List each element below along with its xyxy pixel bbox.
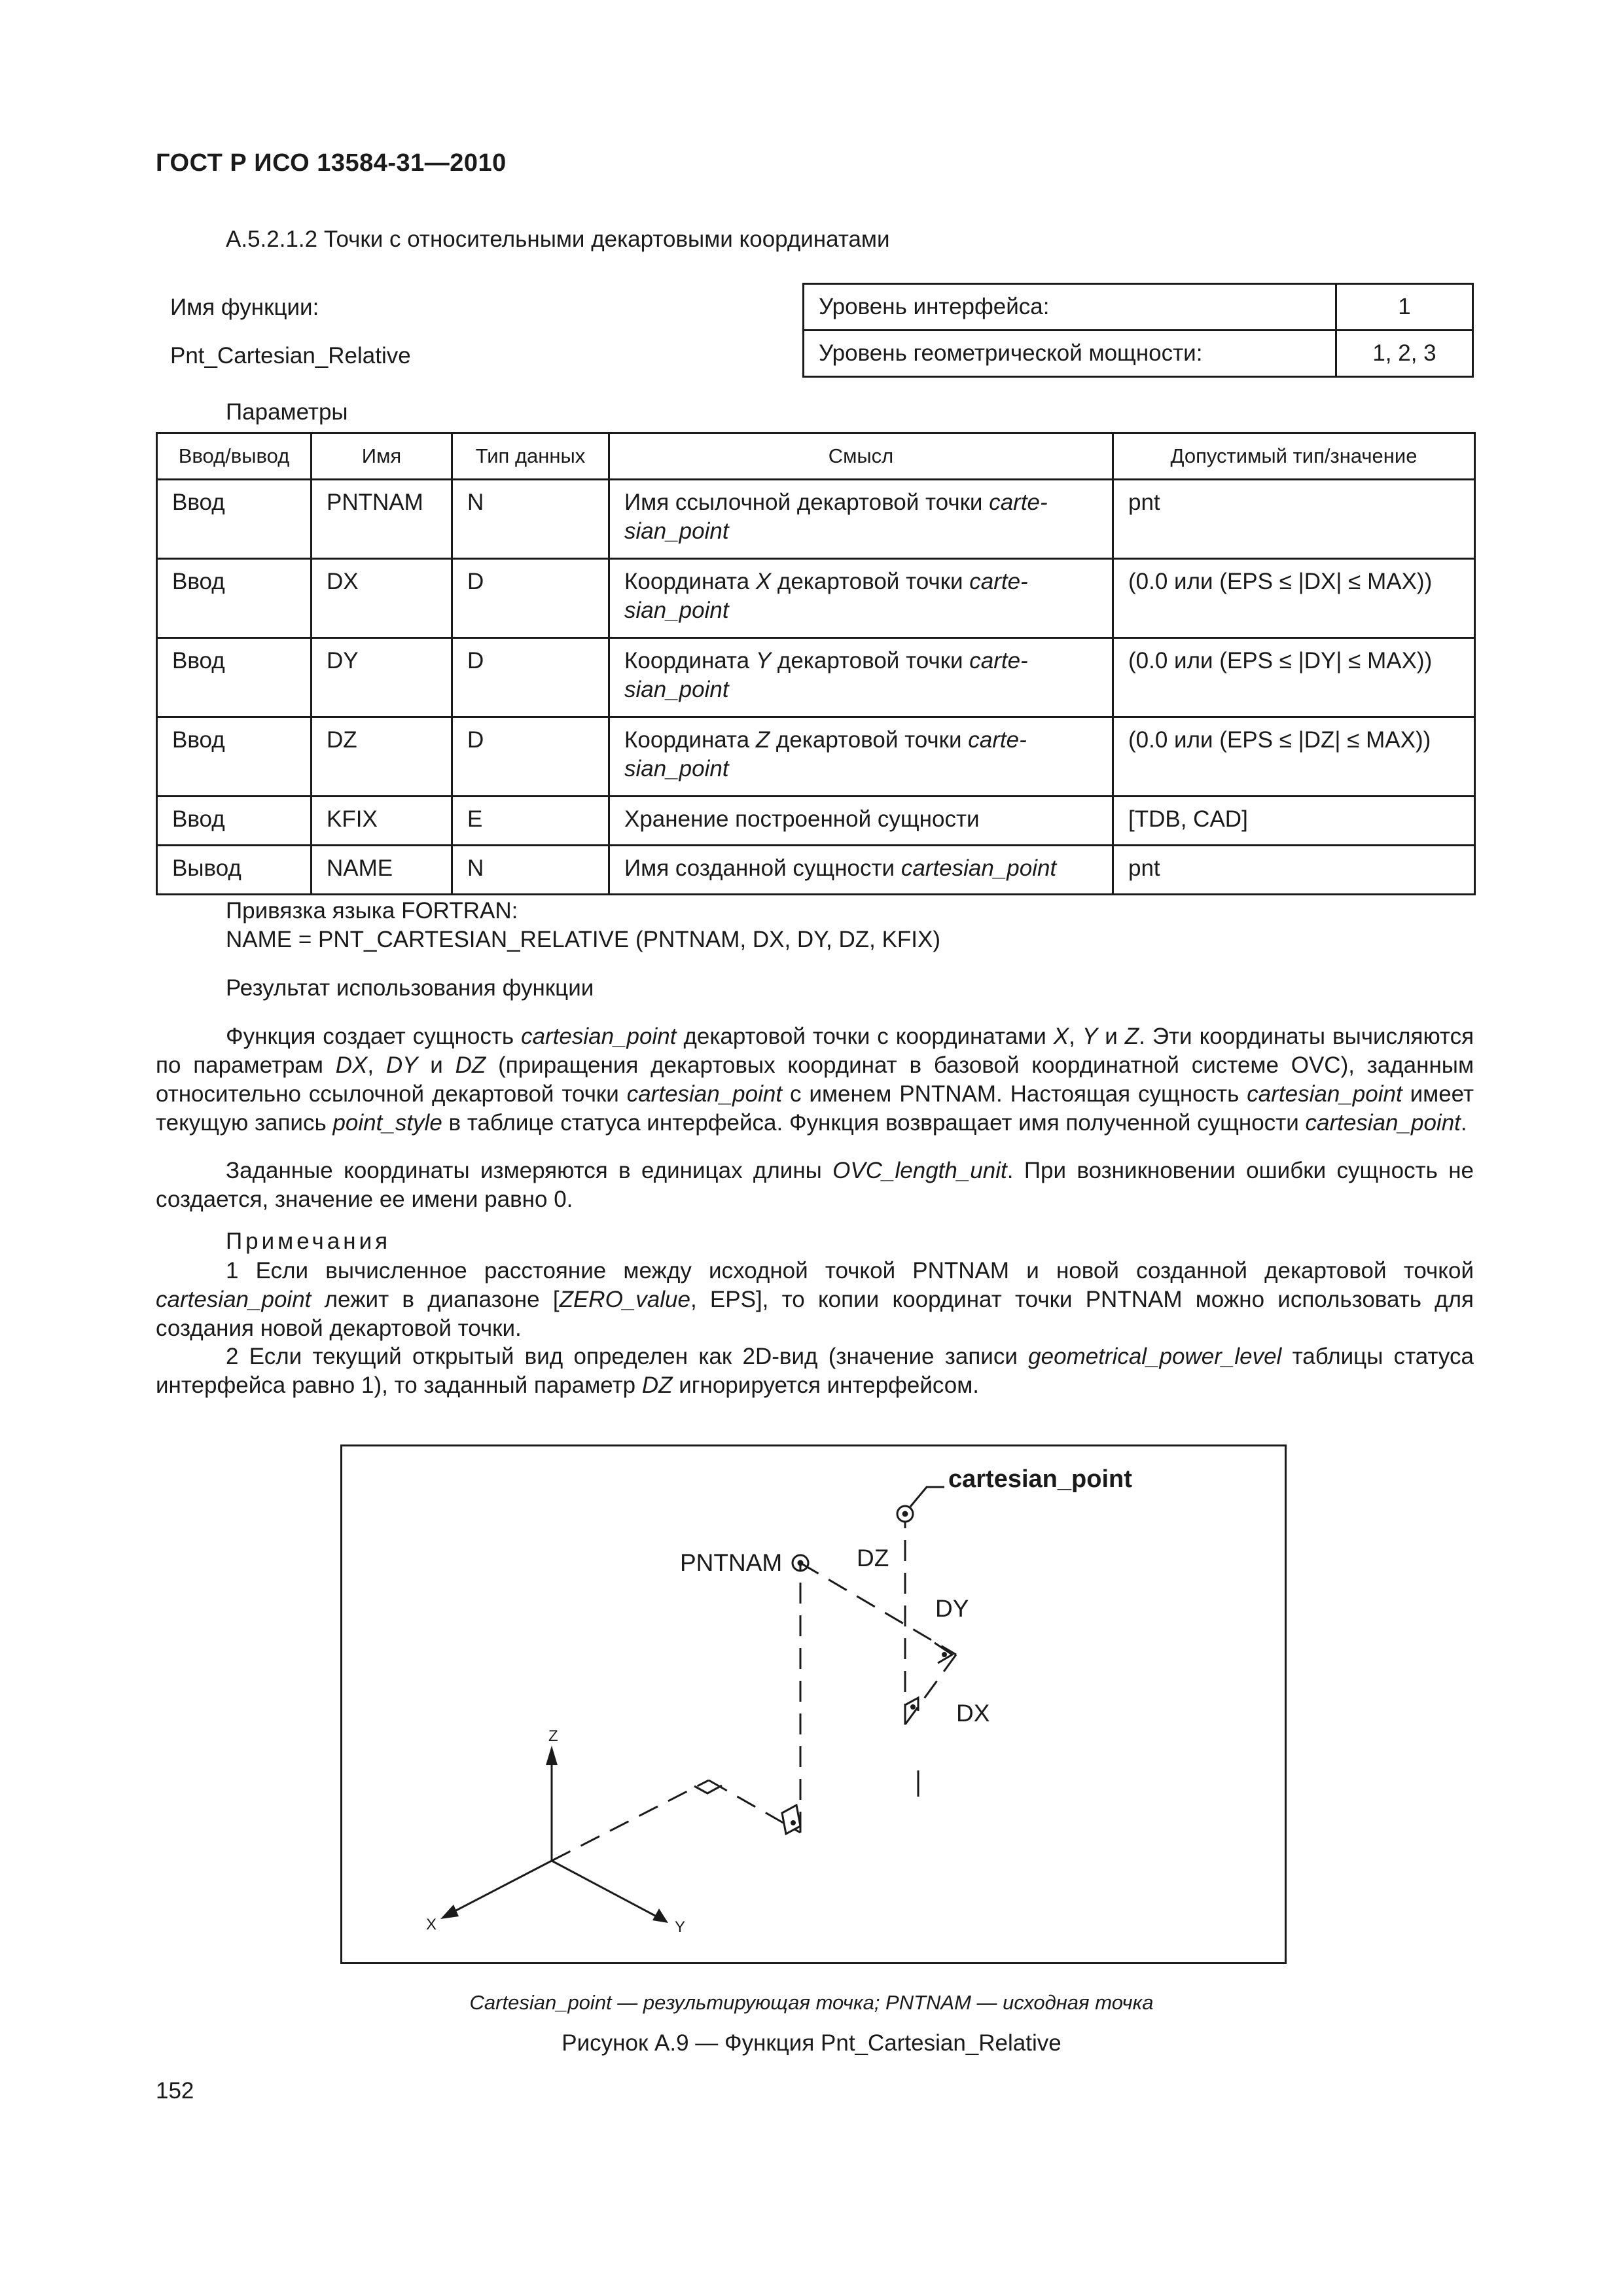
function-name-label: Имя функции: (170, 295, 319, 320)
cell-io: Ввод (157, 638, 312, 717)
cell-name: KFIX (312, 797, 452, 846)
meaning-italic: carte-sian_point (624, 727, 1027, 781)
term: point_style (332, 1110, 442, 1136)
description-paragraph-2 (156, 1157, 1474, 1214)
cell-allowed: [TDB, CAD] (1113, 797, 1475, 846)
cell-type: N (452, 480, 609, 559)
meaning-var: X (755, 569, 772, 594)
column-header: Имя (312, 433, 452, 480)
leader-line (910, 1487, 944, 1507)
y-axis (552, 1861, 656, 1916)
page-number: 152 (156, 2078, 194, 2104)
cell-io: Ввод (157, 480, 312, 559)
cell-type: D (452, 559, 609, 638)
text: декартовой точки с координатами (676, 1024, 1054, 1049)
cell-allowed: pnt (1113, 846, 1475, 895)
text: , (1069, 1024, 1082, 1049)
cell-name: PNTNAM (312, 480, 452, 559)
dx-label: DX (956, 1700, 990, 1727)
meaning-italic: carte-sian_point (624, 490, 1048, 544)
figure-caption: Рисунок А.9 — Функция Pnt_Cartesian_Relative (562, 2030, 1061, 2056)
text: . (1460, 1110, 1467, 1136)
coordinate-axes (440, 1746, 668, 1923)
column-header: Ввод/вывод (157, 433, 312, 480)
note-2 (156, 1342, 1474, 1400)
term: DY (385, 1052, 418, 1078)
angle-mark (782, 1805, 800, 1834)
text: имеет текущую запись (156, 1081, 1474, 1136)
dy-label: DY (935, 1595, 969, 1622)
term: cartesian_point (521, 1024, 677, 1049)
notes-heading: Примечания (226, 1229, 391, 1254)
text: и (418, 1052, 455, 1078)
pntnam-label: PNTNAM (680, 1549, 783, 1576)
dashed-line (709, 1780, 800, 1833)
cell-type: E (452, 797, 609, 846)
geometric-power-label: Уровень геометрической мощности: (804, 331, 1336, 377)
text: в таблице статуса интерфейса. Функция возвращает имя полученной сущности (442, 1110, 1306, 1136)
text: . Эти координаты вычисляются по параметрам (156, 1024, 1474, 1078)
table-row (157, 797, 1475, 846)
text: игнорируется интерфейсом. (672, 1372, 980, 1398)
term: DZ (455, 1052, 486, 1078)
table-row (157, 559, 1475, 638)
text: 1 Если вычисленное расстояние между исходной точкой PNTNAM и новой созданной декартовой точкой (226, 1258, 1474, 1283)
text: 2 Если текущий открытый вид определен как 2D-вид (значение записи (226, 1344, 1029, 1369)
meaning-text: Имя ссылочной декартовой точки (624, 490, 990, 515)
term: DX (335, 1052, 368, 1078)
column-header: Допустимый тип/значение (1113, 433, 1475, 480)
cell-allowed: (0.0 или (EPS ≤ |DX| ≤ MAX)) (1113, 559, 1475, 638)
text: Заданные координаты измеряются в единицах длины (226, 1158, 833, 1183)
cell-allowed: (0.0 или (EPS ≤ |DY| ≤ MAX)) (1113, 638, 1475, 717)
table-row (157, 480, 1475, 559)
parameters-table (156, 432, 1476, 895)
term: cartesian_point (1247, 1081, 1402, 1107)
text: с именем PNTNAM. Настоящая сущность (782, 1081, 1247, 1107)
text: лежит в диапазоне [ (311, 1287, 560, 1312)
term: cartesian_point (156, 1287, 312, 1312)
dashed-line (552, 1780, 709, 1861)
meaning-var: Y (755, 648, 772, 673)
term: Y (1082, 1024, 1098, 1049)
term: geometrical_power_level (1028, 1344, 1282, 1369)
description-paragraph-1 (156, 1022, 1474, 1138)
cell-name: DY (312, 638, 452, 717)
result-label: Результат использования функции (226, 975, 594, 1001)
table-row (157, 846, 1475, 895)
cell-io: Вывод (157, 846, 312, 895)
text: , (367, 1052, 386, 1078)
x-axis-arrowhead (440, 1905, 459, 1919)
text: и (1097, 1024, 1125, 1049)
term: cartesian_point (626, 1081, 783, 1107)
meaning-text: Координата (624, 648, 756, 673)
cartesian-point-icon (897, 1487, 944, 1522)
meaning-var: Z (755, 727, 770, 753)
text: . При возникновении ошибки сущность не создается, значение ее имени равно 0. (156, 1158, 1474, 1212)
meaning-italic: carte-sian_point (624, 569, 1028, 623)
cell-allowed: (0.0 или (EPS ≤ |DZ| ≤ MAX)) (1113, 717, 1475, 797)
meaning-italic: cartesian_point (901, 855, 1057, 881)
cell-type: D (452, 638, 609, 717)
interface-level-value: 1 (1336, 284, 1473, 331)
column-header: Тип данных (452, 433, 609, 480)
meaning-text: декартовой точки (770, 727, 969, 753)
meaning-text: Координата (624, 727, 756, 753)
interface-level-table (802, 283, 1474, 378)
figure-frame (340, 1444, 1287, 1964)
cell-name: DX (312, 559, 452, 638)
cell-type: N (452, 846, 609, 895)
axis-x-label: X (426, 1916, 437, 1933)
dz-label: DZ (857, 1545, 889, 1571)
figure-legend: Cartesian_point — результирующая точка; PNTNAM — исходная точка (469, 1991, 1154, 2014)
document-header: ГОСТ Р ИСО 13584-31—2010 (156, 149, 507, 177)
column-header: Смысл (609, 433, 1113, 480)
table-row (804, 331, 1473, 377)
meaning-text: декартовой точки (771, 648, 970, 673)
term: DZ (641, 1372, 673, 1398)
cell-meaning (609, 638, 1113, 717)
table-header-row (157, 433, 1475, 480)
term: cartesian_point (1305, 1110, 1461, 1136)
meaning-italic: carte-sian_point (624, 648, 1028, 702)
meaning-text: Хранение построенной сущности (624, 806, 980, 832)
binding-code: NAME = PNT_CARTESIAN_RELATIVE (PNTNAM, DX, DY, DZ, KFIX) (226, 927, 941, 952)
term: Z (1124, 1024, 1139, 1049)
function-name-value: Pnt_Cartesian_Relative (170, 343, 411, 368)
binding-label: Привязка языка FORTRAN: (226, 898, 518, 924)
section-title: А.5.2.1.2 Точки с относительными декартовыми координатами (226, 226, 890, 252)
table-row (804, 284, 1473, 331)
text: Функция создает сущность (226, 1024, 522, 1049)
meaning-text: декартовой точки (771, 569, 970, 594)
right-angle-markers (694, 1643, 952, 1834)
cell-allowed: pnt (1113, 480, 1475, 559)
cell-meaning (609, 797, 1113, 846)
axis-y-label: Y (675, 1918, 686, 1936)
cartesian-point-label: cartesian_point (948, 1465, 1132, 1493)
axis-z-label: Z (548, 1727, 558, 1745)
z-axis-arrowhead (546, 1746, 558, 1765)
table-row (157, 717, 1475, 797)
cell-meaning (609, 480, 1113, 559)
angle-mark (694, 1785, 722, 1793)
table-row (157, 638, 1475, 717)
cell-type: D (452, 717, 609, 797)
x-axis (452, 1861, 552, 1912)
cell-name: NAME (312, 846, 452, 895)
geometric-power-value: 1, 2, 3 (1336, 331, 1473, 377)
cell-name: DZ (312, 717, 452, 797)
cell-io: Ввод (157, 797, 312, 846)
dashed-line (800, 1563, 956, 1655)
meaning-text: Координата (624, 569, 756, 594)
term: OVC_length_unit (832, 1158, 1007, 1183)
term: X (1053, 1024, 1069, 1049)
text: таблицы статуса интерфейса равно 1), то заданный параметр (156, 1344, 1474, 1398)
figure-diagram (342, 1446, 1285, 1962)
term: ZERO_value (559, 1287, 690, 1312)
dashed-line (905, 1655, 956, 1725)
meaning-text: Имя созданной сущности (624, 855, 901, 881)
interface-level-label: Уровень интерфейса: (804, 284, 1336, 331)
text: (приращения декартовых координат в базовой координатной системе OVC), заданным относительно ссылочной декартовой точки (156, 1052, 1474, 1107)
cell-meaning (609, 717, 1113, 797)
text: , EPS], то копии координат точки PNTNAM можно использовать для создания новой декартовой точки. (156, 1287, 1474, 1341)
note-1 (156, 1257, 1474, 1343)
cell-meaning (609, 846, 1113, 895)
cell-io: Ввод (157, 717, 312, 797)
parameters-label: Параметры (226, 399, 348, 425)
cell-io: Ввод (157, 559, 312, 638)
cell-meaning (609, 559, 1113, 638)
